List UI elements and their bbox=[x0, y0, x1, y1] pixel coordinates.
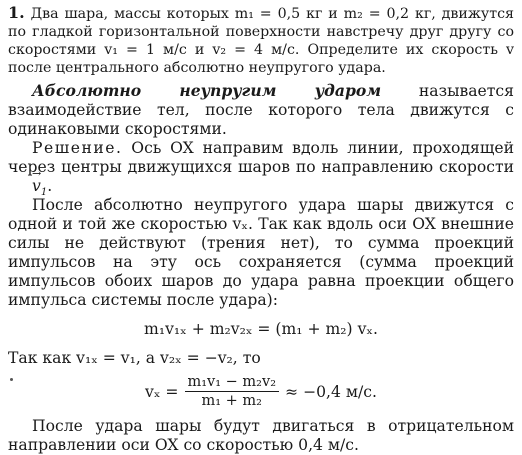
definition-text: называется взаимодействие тел, после которого тела движутся с одинаковыми скоростями. bbox=[8, 82, 514, 138]
fraction-numerator: m₁v₁ − m₂v₂ bbox=[185, 374, 280, 392]
definition-term: Абсолютно неупругим ударом bbox=[32, 81, 382, 100]
formula-lhs: vₓ = bbox=[145, 382, 179, 401]
problem-number: 1. bbox=[8, 3, 25, 22]
solution-text: Ось OX направим вдоль линии, проходящей через центры движущихся шаров по направлению скорости bbox=[8, 139, 514, 176]
solution-paragraph bbox=[8, 139, 514, 199]
momentum-paragraph: После абсолютно неупругого удара шары движутся с одной и той же скоростью vₓ. Так как вдоль оси OX внешние силы не действуют (трения нет), то сумма проекций импульсов на эту ось сохраняется (сумма проекций импульсов обоих шаров до удара равна проекции общего импульса системы после удара): bbox=[8, 196, 514, 309]
print-speck bbox=[10, 378, 13, 381]
fraction-denominator: m₁ + m₂ bbox=[201, 393, 262, 409]
problem-statement bbox=[8, 4, 514, 77]
definition-paragraph bbox=[8, 81, 514, 139]
conclusion-paragraph: После удара шары будут двигаться в отрицательном направлении оси OX со скоростью 0,4 м/с. bbox=[8, 417, 514, 454]
velocity-formula bbox=[8, 374, 514, 409]
formula-rhs: ≈ −0,4 м/с. bbox=[285, 382, 377, 401]
formula-fraction bbox=[185, 374, 280, 409]
problem-text: Два шара, массы которых m₁ = 0,5 кг и m₂ = 0,2 кг, движутся по гладкой горизонтальной поверхности навстречу друг другу со скоростями v₁ = 1 м/с и v₂ = 4 м/с. Определите их скорость v после центрального абсолютно неупругого удара. bbox=[8, 6, 514, 76]
condition-line: Так как v₁ₓ = v₁, а v₂ₓ = −v₂, то bbox=[8, 349, 261, 367]
vector-symbol: v bbox=[32, 177, 41, 195]
solution-label: Решение. bbox=[32, 139, 123, 157]
vector-subscript: 1 bbox=[40, 187, 48, 199]
solution-end: . bbox=[47, 177, 53, 195]
momentum-formula: m₁v₁ₓ + m₂v₂ₓ = (m₁ + m₂) vₓ. bbox=[144, 320, 378, 338]
velocity-vector bbox=[8, 177, 48, 199]
